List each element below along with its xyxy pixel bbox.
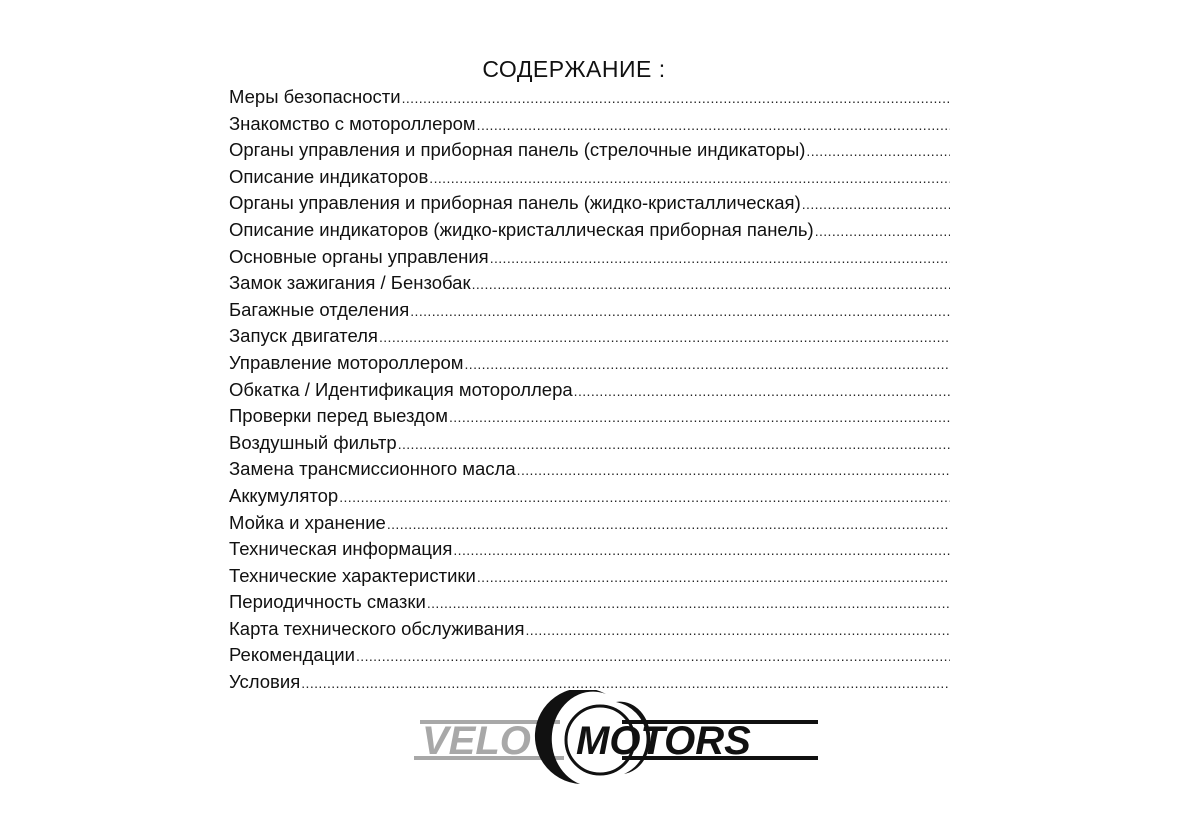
toc-leader <box>517 457 950 484</box>
toc-entry <box>229 377 950 404</box>
toc-leader <box>379 324 950 351</box>
toc-entry-label: Воздушный фильтр <box>229 431 397 453</box>
toc-entry-label: Обкатка / Идентификация мотороллера <box>229 378 573 400</box>
toc-entry-label: Описание индикаторов (жидко-кристаллическая приборная панель) <box>229 218 814 240</box>
logo-text-velo: VELO <box>422 719 531 763</box>
toc-entry-label: Основные органы управления <box>229 245 489 267</box>
toc-entry <box>229 642 950 669</box>
toc-entry <box>229 297 950 324</box>
toc-leader <box>453 537 950 564</box>
toc-list <box>229 84 950 696</box>
toc-leader <box>815 218 950 245</box>
toc-entry-label: Управление мотороллером <box>229 351 464 373</box>
toc-entry <box>229 84 950 111</box>
toc-leader <box>402 85 950 112</box>
toc-entry <box>229 456 950 483</box>
toc-entry <box>229 536 950 563</box>
toc-entry-label: Органы управления и приборная панель (жидко-кристаллическая) <box>229 192 801 214</box>
toc-leader <box>429 165 950 192</box>
toc-leader <box>410 298 950 325</box>
toc-entry-label: Условия <box>229 671 301 693</box>
toc-entry-label: Периодичность смазки <box>229 591 426 613</box>
toc-leader <box>449 404 950 431</box>
toc-entry <box>229 430 950 457</box>
toc-leader <box>477 564 950 591</box>
toc-entry <box>229 217 950 244</box>
toc-entry <box>229 403 950 430</box>
toc-entry-label: Замок зажигания / Бензобак <box>229 272 471 294</box>
toc-leader <box>490 245 950 272</box>
toc-entry <box>229 244 950 271</box>
toc-leader <box>526 617 951 644</box>
toc-leader <box>387 511 950 538</box>
toc-entry-label: Аккумулятор <box>229 484 339 506</box>
toc-entry-label: Органы управления и приборная панель (стрелочные индикаторы) <box>229 139 806 161</box>
toc-entry-label: Багажные отделения <box>229 298 410 320</box>
toc-entry <box>229 323 950 350</box>
toc-entry-label: Техническая информация <box>229 538 453 560</box>
toc-entry-label: Рекомендации <box>229 644 355 666</box>
toc-entry-label: Проверки перед выездом <box>229 405 448 427</box>
toc-entry-label: Карта технического обслуживания <box>229 617 525 639</box>
toc-entry-label: Замена трансмиссионного масла <box>229 458 516 480</box>
toc-leader <box>802 191 950 218</box>
toc-entry <box>229 563 950 590</box>
toc-leader <box>339 484 950 511</box>
toc-leader <box>574 378 950 405</box>
toc-entry-label: Запуск двигателя <box>229 325 378 347</box>
toc-leader <box>464 351 950 378</box>
velo-motors-logo <box>410 690 820 792</box>
toc-entry <box>229 483 950 510</box>
toc-leader <box>356 643 950 670</box>
toc-entry <box>229 270 950 297</box>
toc-entry <box>229 164 950 191</box>
toc-entry-label: Знакомство с мотороллером <box>229 112 476 134</box>
toc-entry-label: Меры безопасности <box>229 86 401 107</box>
toc-entry-label: Мойка и хранение <box>229 511 386 533</box>
toc-leader <box>398 431 950 458</box>
logo-text-motors: MOTORS <box>576 719 751 763</box>
toc-entry-label: Технические характеристики <box>229 564 476 586</box>
toc-entry <box>229 190 950 217</box>
toc-leader <box>427 590 950 617</box>
toc-leader <box>472 271 950 298</box>
toc-entry <box>229 350 950 377</box>
toc-entry <box>229 137 950 164</box>
toc-leader <box>477 112 950 139</box>
toc-entry <box>229 616 950 643</box>
toc-leader <box>806 138 950 165</box>
toc-entry <box>229 510 950 537</box>
toc-entry <box>229 111 950 138</box>
toc-title: СОДЕРЖАНИЕ : <box>482 56 666 82</box>
toc-entry-label: Описание индикаторов <box>229 165 429 187</box>
toc-entry <box>229 589 950 616</box>
